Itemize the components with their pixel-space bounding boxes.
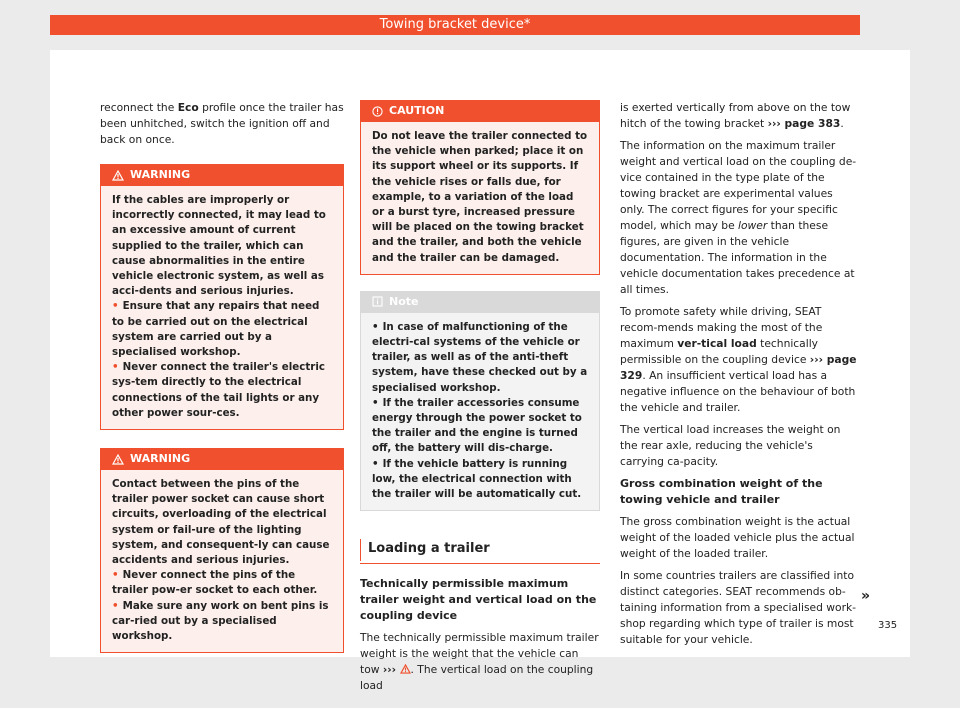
paragraph: The information on the maximum trailer weight and vertical load on the coupling de-vice contained in the type plate of the towing bracket are experimental values only. The correct figures for your specific model, which may be lower than these figures, are given in the vehicle documentation. The information in the vehicle documentation takes precedence at all times.: [620, 139, 857, 296]
column-1: [100, 100, 344, 667]
note-body: [360, 313, 600, 511]
list-item: • In case of malfunctioning of the electri-cal systems of the vehicle or trailer, as well as of the anti-theft system, have these checked out by a specialised workshop.: [372, 320, 588, 394]
warning-icon: [400, 664, 411, 674]
note-box: [360, 291, 600, 511]
warning-body: If the cables are improperly or incorrectly connected, it may lead to an excessive amount of current supplied to the trailer, which can cause abnormalities in the entire vehicle electronic system, as well as acci-dents and serious injuries. • Ensure that any repairs that need to be carried out on the electrical system are carried out by a specialised workshop. • Never connect the trailer's electric sys-tem directly to the electrical connections of the tail lights or any other power sour-ces.: [100, 186, 344, 430]
paragraph: To promote safety while driving, SEAT recom-mends making the most of the maximum ver-tical load technically permissible on the coupling device ››› page 329. An insufficient vertical load has a negative influence on the behaviour of both the vehicle and trailer.: [620, 305, 857, 414]
list-item: • If the vehicle battery is running low, the electrical connection with the trailer will be automatically cut.: [372, 457, 582, 501]
paragraph: The gross combination weight is the actual weight of the loaded vehicle plus the actual weight of the loaded trailer.: [620, 515, 855, 560]
warning-icon: [112, 454, 124, 465]
warning-body: Contact between the pins of the trailer power socket can cause short circuits, overloading of the electrical system or fail-ure of the lighting system, and consequent-ly can cause accidents and serious injuries. • Never connect the pins of the trailer pow-er socket to each other. • Make sure any work on bent pins is car-ried out by a specialised workshop.: [100, 470, 344, 653]
cross-reference-link[interactable]: ›››: [382, 663, 397, 677]
warning-box-2: [100, 448, 344, 653]
list-item: • Never connect the trailer's electric sys-tem directly to the electrical connections of the tail lights or any other power sour-ces.: [112, 361, 325, 419]
section-title: Loading a trailer: [360, 541, 600, 564]
column-3: [620, 100, 860, 654]
page-number: 335: [878, 620, 898, 631]
page-link[interactable]: ››› page 329: [620, 353, 857, 382]
caution-box: [360, 100, 600, 275]
page-link[interactable]: ››› page 383: [767, 117, 841, 130]
note-icon: [372, 296, 383, 307]
continue-marker: »: [861, 588, 871, 604]
page-header: Towing bracket device*: [50, 15, 860, 35]
list-item: • Make sure any work on bent pins is car-ried out by a specialised workshop.: [112, 599, 329, 643]
subheading: Technically permissible maximum trailer weight and vertical load on the coupling device: [360, 577, 597, 623]
warning-header: WARNING: [100, 164, 344, 186]
warning-icon: [112, 170, 124, 181]
paragraph: The vertical load increases the weight on the rear axle, reducing the vehicle's carrying ca-pacity.: [620, 423, 841, 468]
note-header: Note: [360, 291, 600, 313]
info-circle-icon: [372, 106, 383, 117]
intro-paragraph: reconnect the Eco profile once the trailer has been unhitched, switch the ignition off and back on once.: [100, 101, 344, 146]
column-2: [360, 100, 600, 700]
list-item: • Never connect the pins of the trailer pow-er socket to each other.: [112, 569, 318, 597]
paragraph: In some countries trailers are classified into distinct categories. SEAT recommends ob-taining information from a specialised work-shop regarding which type of trailer is most suitable for your vehicle.: [620, 569, 857, 646]
list-item: • If the trailer accessories consume energy through the power socket to the trailer and the engine is turned off, the battery will dis-charge.: [372, 396, 582, 455]
paragraph: The technically permissible maximum trailer weight is the weight that the vehicle can tow ››› . The vertical load on the coupling load: [360, 631, 599, 693]
warning-box-1: [100, 164, 344, 430]
paragraph: is exerted vertically from above on the tow hitch of the towing bracket ››› page 383.: [620, 101, 851, 130]
subheading: Gross combination weight of the towing vehicle and trailer: [620, 477, 823, 506]
list-item: • Ensure that any repairs that need to be carried out on the electrical system are carried out by a specialised workshop.: [112, 300, 320, 359]
warning-header: WARNING: [100, 448, 344, 470]
caution-header: CAUTION: [360, 100, 600, 122]
caution-body: Do not leave the trailer connected to the vehicle when parked; place it on its support wheel or its supports. If the vehicle rises or falls due, for example, to a variation of the load or a burst tyre, increased pressure will be placed on the towing bracket and the trailer, and both the vehicle and the trailer can be damaged.: [360, 122, 600, 275]
